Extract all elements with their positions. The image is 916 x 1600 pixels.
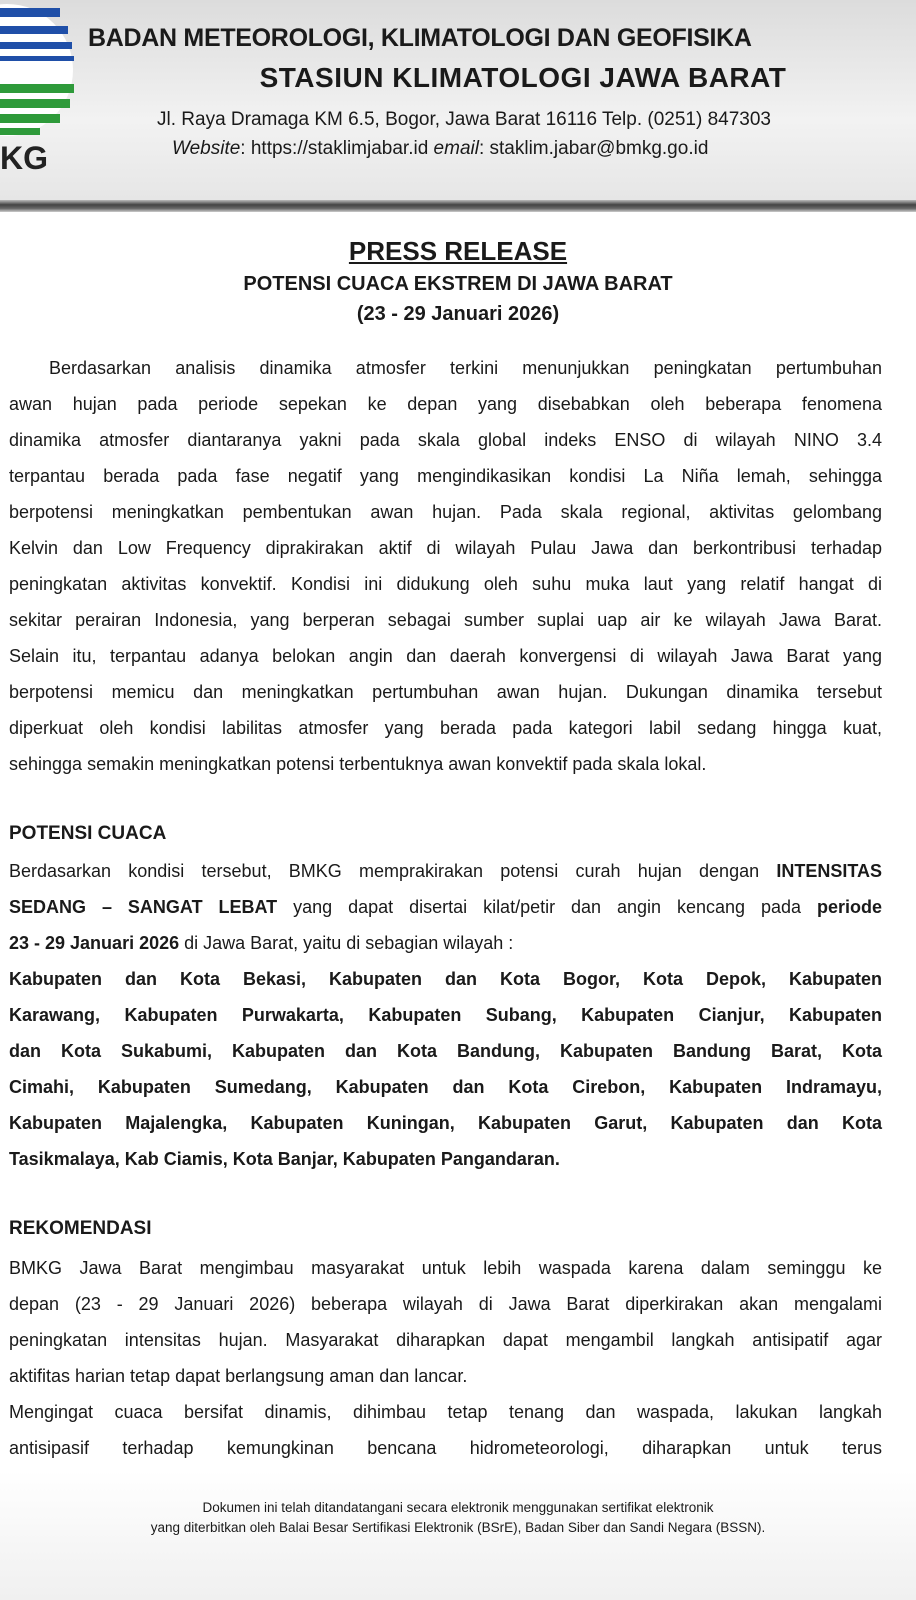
text-line: [9, 1002, 882, 1038]
text-line: BMKG Jawa Barat mengimbau masyarakat untuk lebih waspada karena dalam seminggu ke: [9, 1258, 882, 1278]
header-divider: [0, 200, 916, 212]
bold-text: INTENSITAS: [776, 861, 882, 881]
text-line: peningkatan aktivitas konvektif. Kondisi ini didukung oleh suhu muka laut yang relatif hangat di: [9, 574, 882, 594]
bold-text: SEDANG – SANGAT LEBAT: [9, 897, 278, 917]
text-line: [9, 1038, 882, 1074]
contact-line: [172, 138, 912, 160]
text-line: aktifitas harian tetap dapat berlangsung aman dan lancar.: [9, 1366, 468, 1386]
email-label: email: [433, 138, 479, 159]
document-subtitle: POTENSI CUACA EKSTREM DI JAWA BARAT: [243, 273, 673, 295]
text-line: awan hujan pada periode sepekan ke depan yang disebabkan oleh beberapa fenomena: [9, 394, 882, 414]
text: yang dapat disertai kilat/petir dan angin kencang pada: [277, 897, 817, 917]
bold-text: dan Kota Sukabumi, Kabupaten dan Kota Bandung, Kabupaten Bandung Barat, Kota: [9, 1041, 882, 1061]
text-line: Kelvin dan Low Frequency diprakirakan aktif di wilayah Pulau Jawa dan berkontribusi terhadap: [9, 538, 882, 558]
bold-text: Karawang, Kabupaten Purwakarta, Kabupaten Subang, Kabupaten Cianjur, Kabupaten: [9, 1005, 882, 1025]
bold-text: Kabupaten Majalengka, Kabupaten Kuningan, Kabupaten Garut, Kabupaten dan Kota: [9, 1113, 882, 1133]
bold-text: periode: [816, 897, 882, 917]
website: : https://staklimjabar.id: [240, 138, 434, 159]
logo-text: KG: [0, 140, 48, 176]
text-line: terpantau berada pada fase negatif yang mengindikasikan kondisi La Niña lemah, sehingga: [9, 466, 882, 486]
text-line: [9, 1074, 882, 1110]
email: : staklim.jabar@bmkg.go.id: [478, 138, 709, 159]
agency-name: BADAN METEOROLOGI, KLIMATOLOGI DAN GEOFISIKA: [88, 24, 752, 52]
document-title: PRESS RELEASE: [348, 236, 568, 266]
text-line: [9, 1146, 882, 1182]
text-line: [9, 858, 882, 894]
text-line: sehingga semakin meningkatkan potensi terbentuknya awan konvektif pada skala lokal.: [9, 754, 707, 774]
potensi-heading: POTENSI CUACA: [9, 823, 167, 844]
text-line: Selain itu, terpantau adanya belokan angin dan daerah konvergensi di wilayah Jawa Barat yang: [9, 646, 882, 666]
text-line: berpotensi meningkatkan pembentukan awan hujan. Pada skala regional, aktivitas gelombang: [9, 502, 882, 522]
footer-line-2: yang diterbitkan oleh Balai Besar Sertifikasi Elektronik (BSrE), Badan Siber dan Sandi Negara (BSSN).: [150, 1520, 766, 1535]
rekomendasi-paragraph: [9, 1255, 882, 1471]
bold-text: Cimahi, Kabupaten Sumedang, Kabupaten dan Kota Cirebon, Kabupaten Indramayu,: [9, 1077, 882, 1097]
text-line: dinamika atmosfer diantaranya yakni pada skala global indeks ENSO di wilayah NINO 3.4: [9, 430, 882, 450]
text-line: peningkatan intensitas hujan. Masyarakat diharapkan dapat mengambil langkah antisipatif agar: [9, 1330, 882, 1350]
rekomendasi-heading: REKOMENDASI: [9, 1218, 152, 1239]
station-name: STASIUN KLIMATOLOGI JAWA BARAT: [259, 62, 787, 93]
intro-paragraph: [9, 355, 882, 787]
text: Berdasarkan kondisi tersebut, BMKG memprakirakan potensi curah hujan dengan: [9, 861, 777, 881]
text-line: [9, 930, 882, 966]
bold-text: 23 - 29 Januari 2026: [9, 933, 180, 953]
potensi-paragraph: [9, 858, 882, 1182]
text-line: Berdasarkan analisis dinamika atmosfer terkini menunjukkan peningkatan pertumbuhan: [49, 358, 882, 378]
text-line: [9, 966, 882, 1002]
text-line: antisipasif terhadap kemungkinan bencana hidrometeorologi, diharapkan untuk terus: [9, 1438, 882, 1458]
text-line: diperkuat oleh kondisi labilitas atmosfer yang berada pada kategori labil sedang hingga kuat,: [9, 718, 882, 738]
website-label: Website: [172, 138, 241, 159]
address: Jl. Raya Dramaga KM 6.5, Bogor, Jawa Barat 16116 Telp. (0251) 847303: [157, 109, 771, 130]
text-line: depan (23 - 29 Januari 2026) beberapa wilayah di Jawa Barat diperkirakan akan mengalami: [9, 1294, 882, 1314]
bold-text: Tasikmalaya, Kab Ciamis, Kota Banjar, Kabupaten Pangandaran.: [9, 1149, 560, 1169]
text-line: sekitar perairan Indonesia, yang berperan sebagai sumber suplai uap air ke wilayah Jawa Barat.: [9, 610, 882, 630]
footer-line-1: Dokumen ini telah ditandatangani secara elektronik menggunakan sertifikat elektronik: [202, 1500, 714, 1515]
text-line: [9, 894, 882, 930]
e-signature-note: [0, 1498, 916, 1538]
text-line: [9, 1110, 882, 1146]
text: di Jawa Barat, yaitu di sebagian wilayah :: [179, 933, 514, 953]
text-line: Mengingat cuaca bersifat dinamis, dihimbau tetap tenang dan waspada, lakukan langkah: [9, 1402, 882, 1422]
text-line: berpotensi memicu dan meningkatkan pertumbuhan awan hujan. Dukungan dinamika tersebut: [9, 682, 882, 702]
bmkg-logo: [0, 0, 75, 140]
document-dates: (23 - 29 Januari 2026): [356, 303, 560, 325]
bold-text: Kabupaten dan Kota Bekasi, Kabupaten dan Kota Bogor, Kota Depok, Kabupaten: [9, 969, 882, 989]
